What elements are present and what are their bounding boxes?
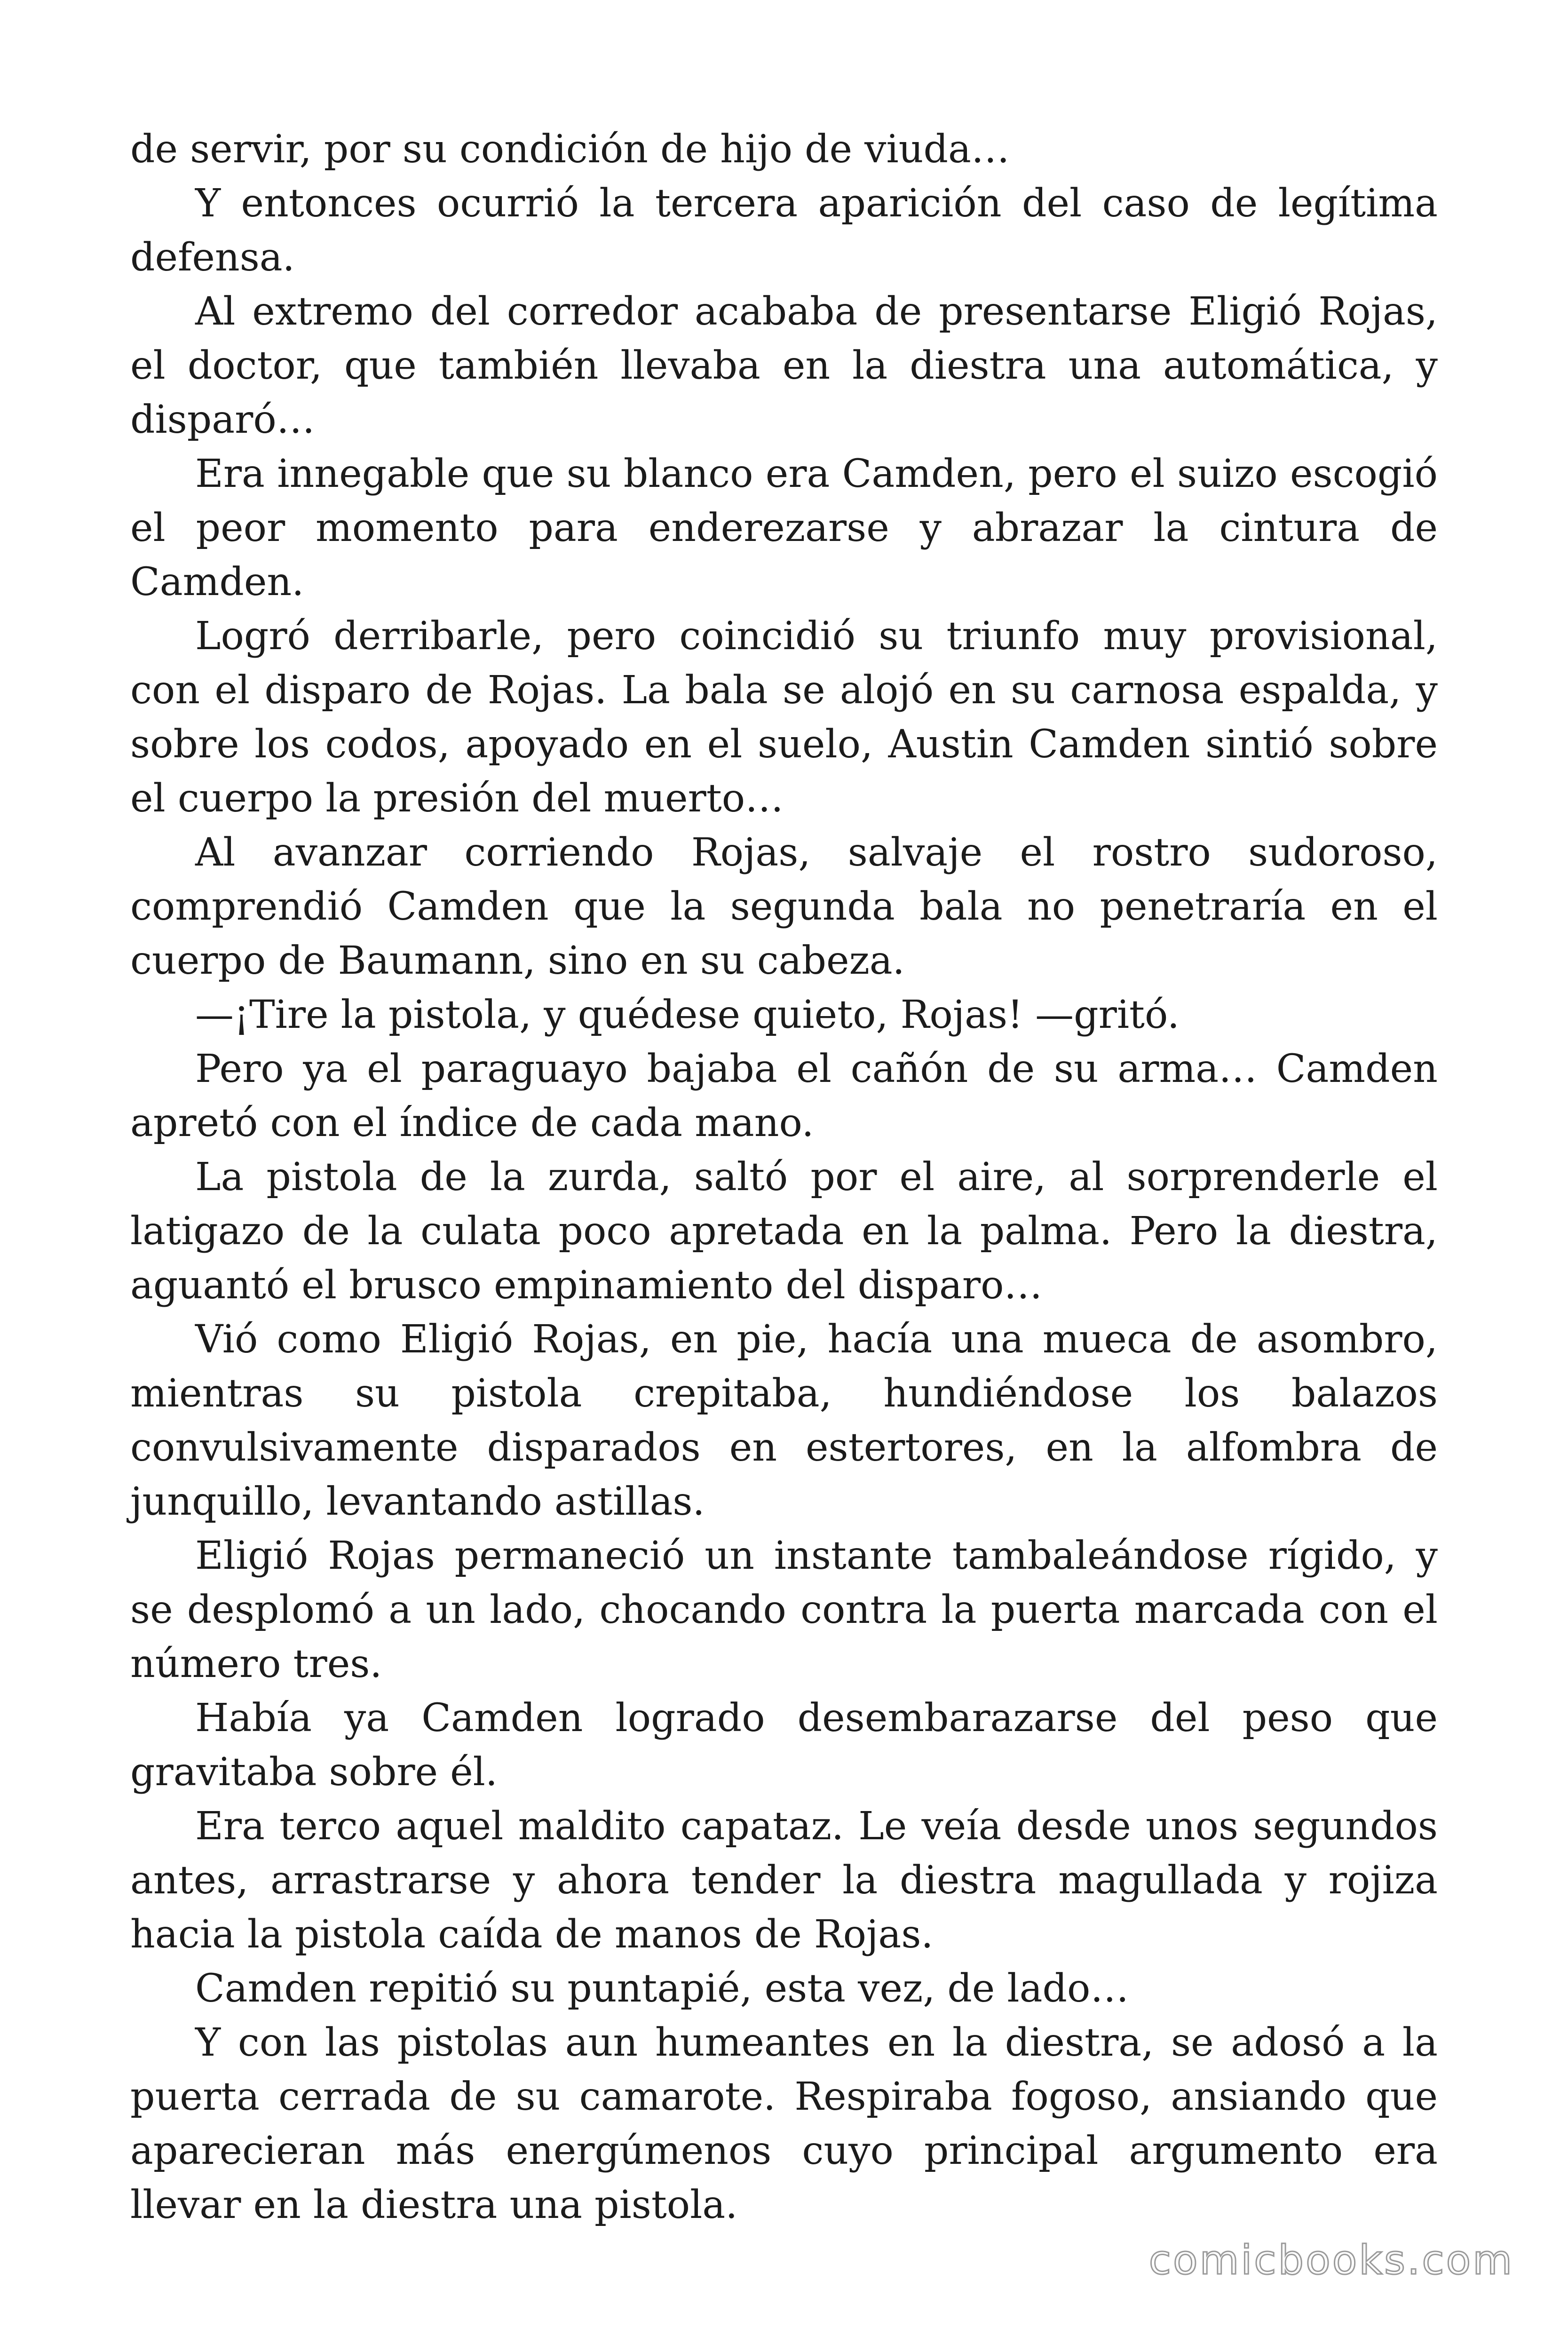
paragraph: de servir, por su condición de hijo de viuda…: [130, 127, 1010, 172]
paragraph: Logró derribarle, pero coincidió su triunfo muy provisional, con el disparo de Rojas. La bala se alojó en su carnosa espalda, y sobre los codos, apoyado en el suelo, Austin Camden sintió sobre el cuerpo la presión del muerto…: [130, 614, 1438, 821]
paragraph: Había ya Camden logrado desembarazarse del peso que gravitaba sobre él.: [130, 1696, 1438, 1795]
paragraph: Eligió Rojas permaneció un instante tambaleándose rígido, y se desplomó a un lado, chocando contra la puerta marcada con el número tres.: [130, 1534, 1438, 1686]
paragraph: Al avanzar corriendo Rojas, salvaje el rostro sudoroso, comprendió Camden que la segunda bala no penetraría en el cuerpo de Baumann, sino en su cabeza.: [130, 830, 1438, 983]
paragraph: Era terco aquel maldito capataz. Le veía desde unos segundos antes, arrastrarse y ahora tender la diestra magullada y rojiza hacia la pistola caída de manos de Rojas.: [130, 1804, 1438, 1957]
page-body: [130, 122, 1438, 2232]
paragraph: Al extremo del corredor acababa de presentarse Eligió Rojas, el doctor, que también llevaba en la diestra una automática, y disparó…: [130, 289, 1438, 442]
paragraph: Camden repitió su puntapié, esta vez, de lado…: [195, 1966, 1129, 2011]
watermark: comicbooks.com: [1148, 2237, 1514, 2284]
paragraph: La pistola de la zurda, saltó por el aire, al sorprenderle el latigazo de la culata poco apretada en la palma. Pero la diestra, aguantó el brusco empinamiento del disparo…: [130, 1155, 1438, 1308]
paragraph: Era innegable que su blanco era Camden, pero el suizo escogió el peor momento para enderezarse y abrazar la cintura de Camden.: [130, 452, 1438, 604]
paragraph: —¡Tire la pistola, y quédese quieto, Rojas! —gritó.: [195, 993, 1180, 1037]
paragraph: Y con las pistolas aun humeantes en la diestra, se adosó a la puerta cerrada de su camarote. Respiraba fogoso, ansiando que aparecieran más energúmenos cuyo principal argumento era llevar en la diestra una pistola.: [130, 2020, 1438, 2227]
paragraph: Y entonces ocurrió la tercera aparición del caso de legítima defensa.: [130, 181, 1438, 280]
paragraph: Vió como Eligió Rojas, en pie, hacía una mueca de asombro, mientras su pistola crepitaba, hundiéndose los balazos convulsivamente disparados en estertores, en la alfombra de junquillo, levantando astillas.: [130, 1317, 1438, 1524]
paragraph: Pero ya el paraguayo bajaba el cañón de su arma… Camden apretó con el índice de cada mano.: [130, 1047, 1438, 1145]
